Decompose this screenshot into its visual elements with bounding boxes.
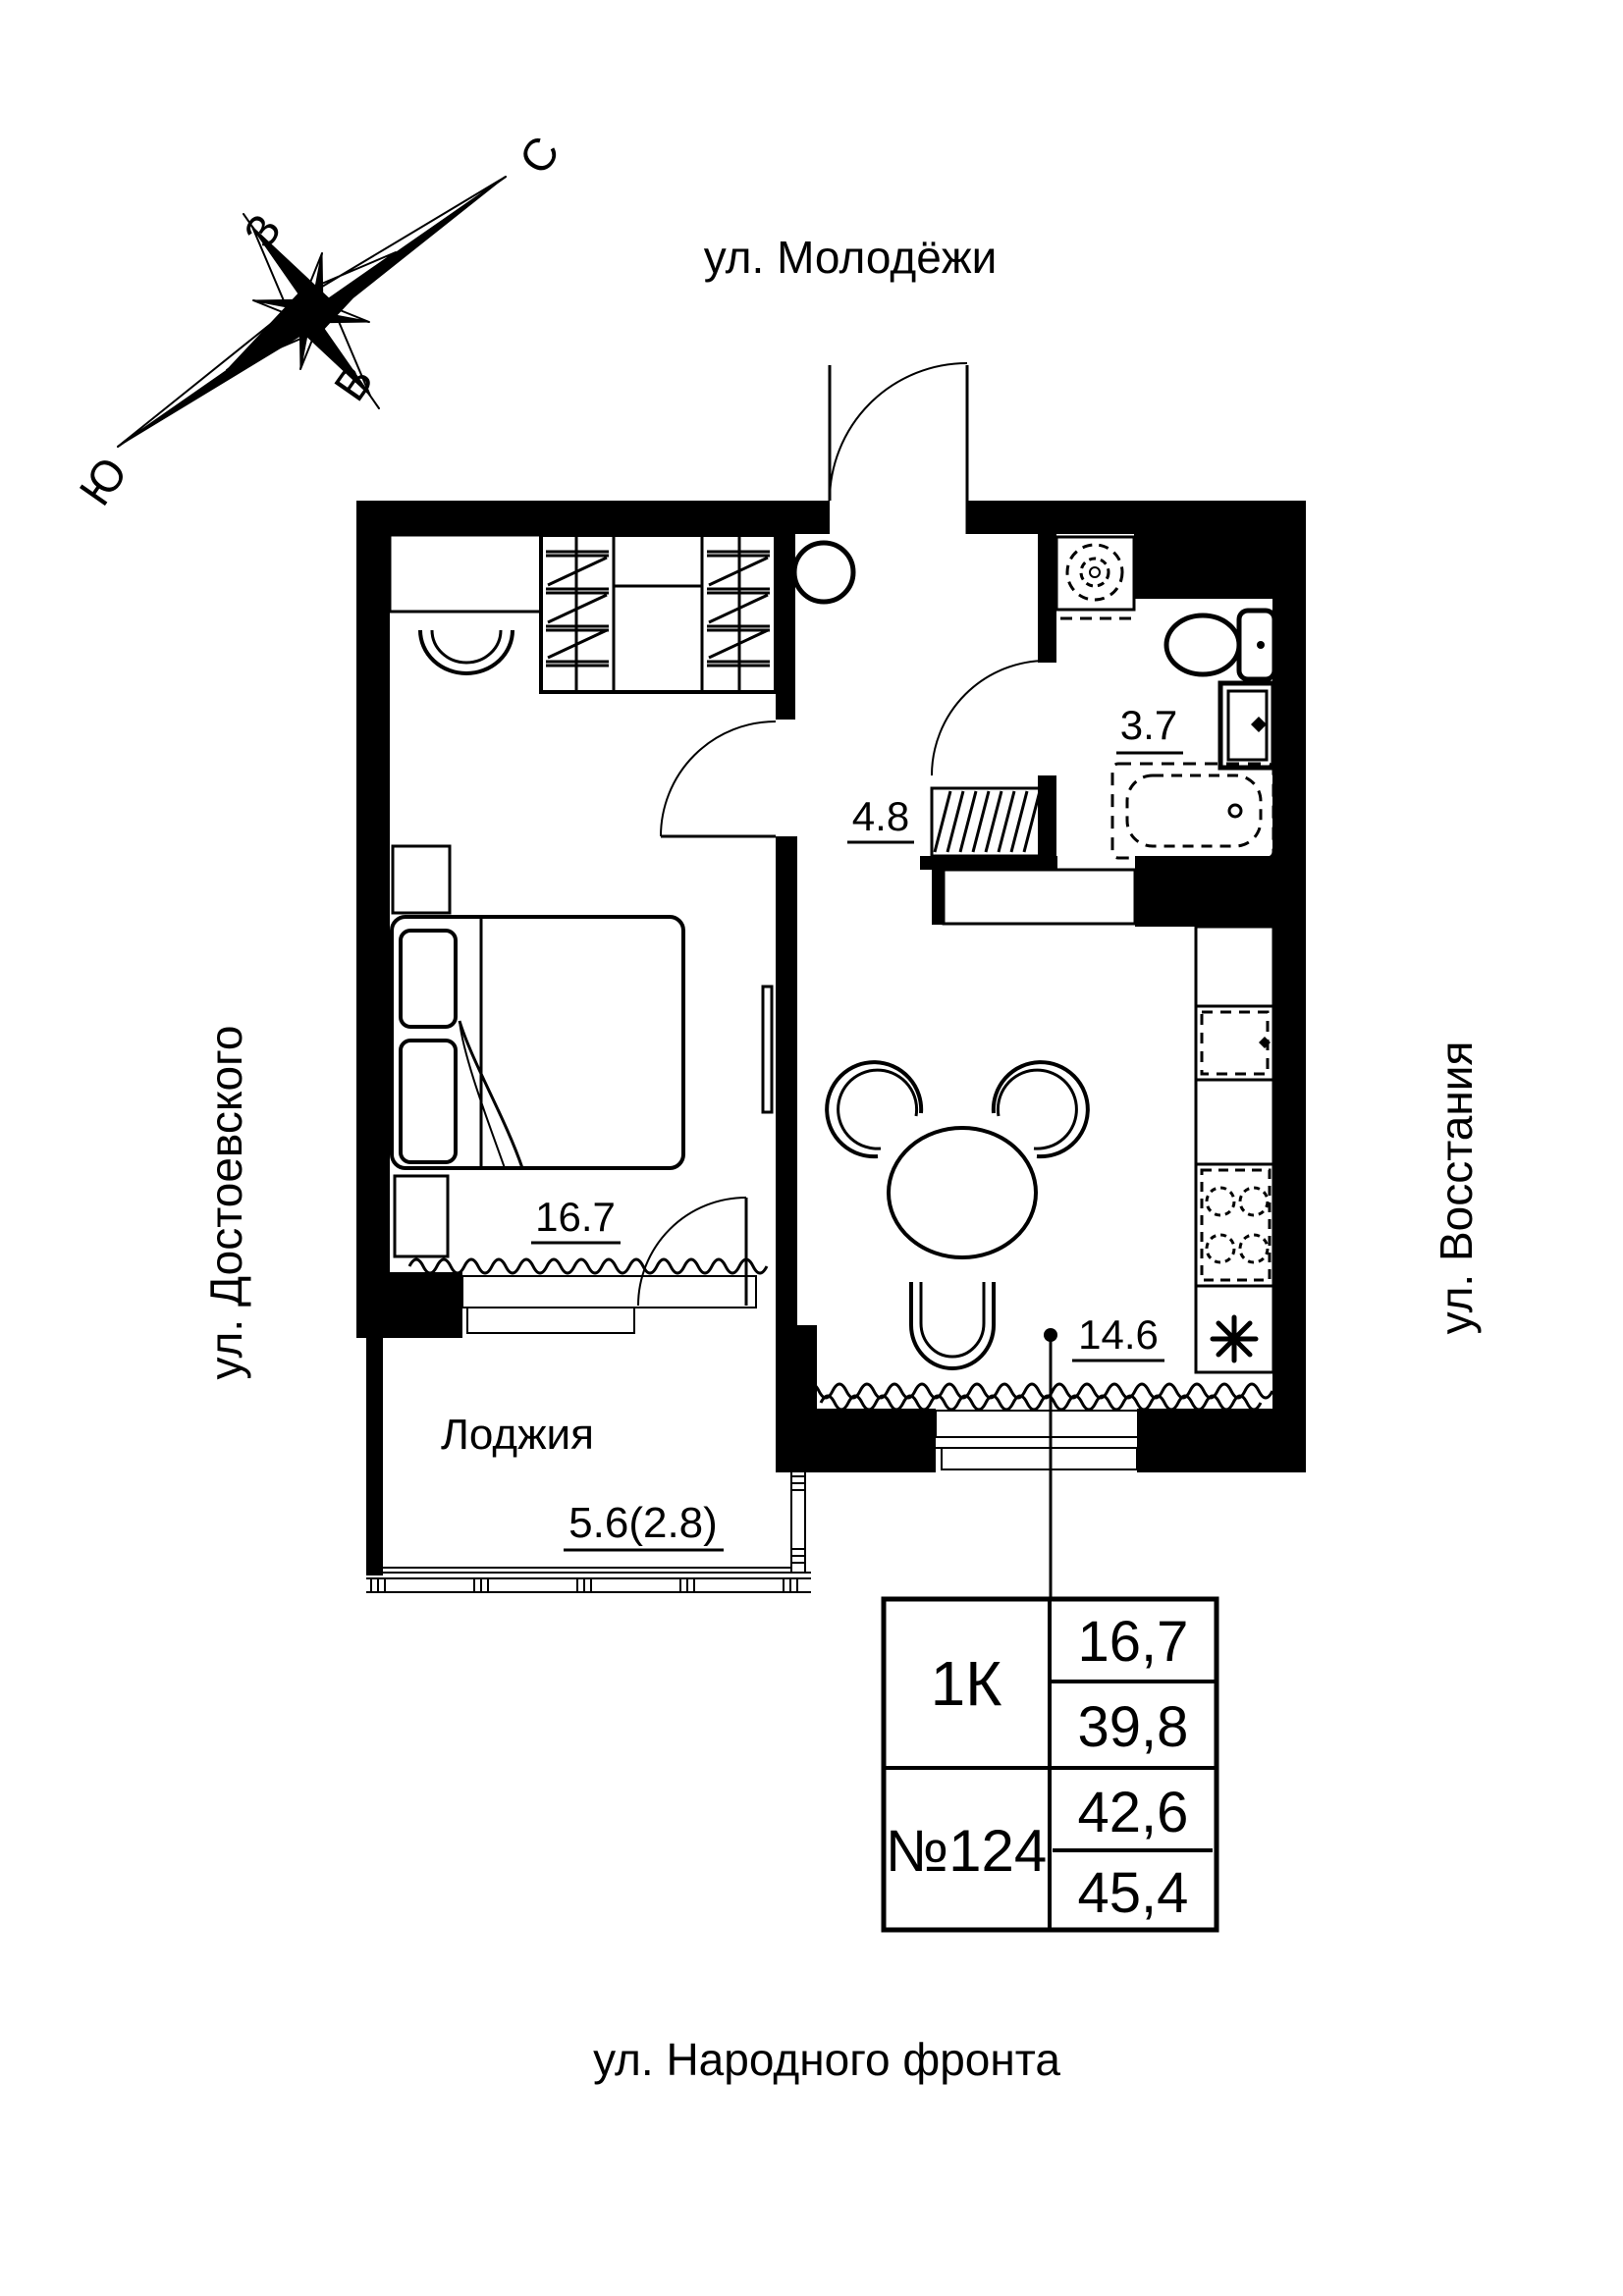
- hallway-items: [794, 543, 1043, 856]
- hall-closet-hatch: [935, 791, 1040, 852]
- stove: [1202, 1170, 1270, 1280]
- bed-pillow-2: [401, 1041, 456, 1162]
- compass-label-south: Ю: [69, 448, 137, 514]
- wall-bedroom-kitchen: [776, 836, 797, 1409]
- kitchen-window-sill-outer: [942, 1448, 1137, 1469]
- area-no-loggia-cell: 39,8: [1077, 1695, 1189, 1759]
- street-label-left: ул. Достоевского: [200, 1025, 251, 1380]
- bottom-chair-inner: [921, 1282, 984, 1357]
- wall-left: [356, 501, 390, 1272]
- bathroom-area-label: 3.7: [1119, 702, 1178, 748]
- wall-bathroom-left-upper: [1038, 534, 1056, 663]
- bedroom-area-label: 16.7: [535, 1194, 616, 1240]
- dining-chair-left-inner: [839, 1070, 917, 1148]
- unit-number-cell: №124: [885, 1818, 1048, 1884]
- bedroom-furniture: [390, 535, 776, 1256]
- loggia-area-label: 5.6(2.8): [568, 1499, 718, 1547]
- street-label-top: ул. Молодёжи: [703, 232, 998, 283]
- entrance-door-arc: [830, 363, 967, 501]
- desk-chair-inner: [432, 630, 501, 663]
- stove-burner-1: [1207, 1188, 1234, 1215]
- wall-right: [1272, 501, 1306, 1472]
- bedroom-loggia-window-sill: [462, 1276, 756, 1308]
- wall-bathroom-top-block: [1134, 534, 1276, 599]
- bed-pillow-1: [401, 931, 456, 1027]
- stove-burner-4: [1240, 1235, 1268, 1262]
- kitchen-sink: [1202, 1012, 1268, 1074]
- wall-bathroom-bottom-block: [1135, 856, 1273, 927]
- wardrobe-hangers: [546, 552, 770, 666]
- kitchen-window-sill-mid: [934, 1437, 1145, 1448]
- dining-chair-left-outer: [827, 1062, 921, 1156]
- info-table: [884, 1599, 1217, 1930]
- nightstand-bottom: [395, 1176, 448, 1256]
- loggia-glazing-ticks: [371, 1578, 797, 1592]
- kitchen-cabinet-top: [944, 870, 1135, 924]
- bathtub-outer: [1112, 764, 1273, 858]
- toilet-bowl: [1166, 615, 1239, 674]
- stove-burner-2: [1240, 1188, 1268, 1215]
- wall-loggia-left: [366, 1338, 383, 1575]
- dining-table: [889, 1128, 1036, 1257]
- street-label-bottom: ул. Народного фронта: [593, 2034, 1060, 2085]
- bedroom-loggia-window-sill-outer: [467, 1308, 634, 1333]
- bathroom-sink-tap: [1251, 717, 1267, 732]
- kitchen-radiator-line-2: [821, 1396, 1261, 1410]
- wall-kitchen-stub: [932, 856, 944, 925]
- washing-machine-center: [1090, 567, 1100, 577]
- ceiling-lamp-icon: [794, 543, 853, 602]
- area-coef-cell: 42,6: [1077, 1781, 1189, 1844]
- bathtub-drain: [1229, 805, 1241, 817]
- kitchen-furniture: [827, 870, 1273, 1372]
- bathroom-door-arc: [932, 661, 1047, 775]
- unit-type-cell: 1К: [930, 1648, 1002, 1719]
- bedroom-radiator-line: [409, 1259, 767, 1273]
- nightstand-top: [393, 846, 450, 913]
- kitchen-radiator-line-1: [805, 1384, 1272, 1398]
- compass-label-east: В: [323, 355, 384, 410]
- loggia-side-glazing-ticks: [791, 1476, 805, 1563]
- desk: [390, 535, 541, 612]
- wall-top-right: [967, 501, 1306, 534]
- compass-rose-icon: [69, 127, 568, 513]
- wardrobe-dividers: [576, 535, 739, 692]
- wall-kitchen-bottom-right: [1137, 1409, 1306, 1472]
- wall-top-left: [356, 501, 830, 534]
- leader: [1044, 1328, 1057, 1599]
- loggia-name-label: Лоджия: [441, 1411, 594, 1459]
- kitchen-area-label: 14.6: [1078, 1311, 1159, 1358]
- compass-label-west: З: [233, 204, 292, 257]
- street-label-right: ул. Восстания: [1431, 1041, 1482, 1335]
- wall-bedroom-bottom-left-block: [356, 1272, 462, 1338]
- hallway-area-label: 4.8: [851, 793, 910, 839]
- bedroom-door-arc: [661, 721, 776, 836]
- wall-kitchen-bottom-left: [776, 1409, 936, 1472]
- compass-star-black: [118, 177, 506, 447]
- stove-burner-3: [1207, 1235, 1234, 1262]
- bed-blanket-fold-1: [460, 1021, 522, 1168]
- washing-machine-drum: [1067, 545, 1122, 600]
- toilet-button: [1257, 641, 1265, 649]
- loggia-side-glazing: [791, 1469, 805, 1573]
- total-area-cell: 45,4: [1077, 1861, 1189, 1925]
- loggia-door-arc: [638, 1198, 746, 1306]
- kitchen-counter-column: [1196, 927, 1273, 1372]
- wall-bedroom-hall-upper: [776, 534, 795, 720]
- compass-label-north: С: [509, 127, 569, 184]
- wall-mirror: [763, 987, 772, 1112]
- living-area-cell: 16,7: [1077, 1610, 1189, 1674]
- kitchen-window-sill: [936, 1411, 1143, 1437]
- washing-machine-drum-inner: [1081, 559, 1109, 586]
- dining-chair-right-inner: [998, 1070, 1076, 1148]
- snowflake-icon: [1213, 1317, 1256, 1361]
